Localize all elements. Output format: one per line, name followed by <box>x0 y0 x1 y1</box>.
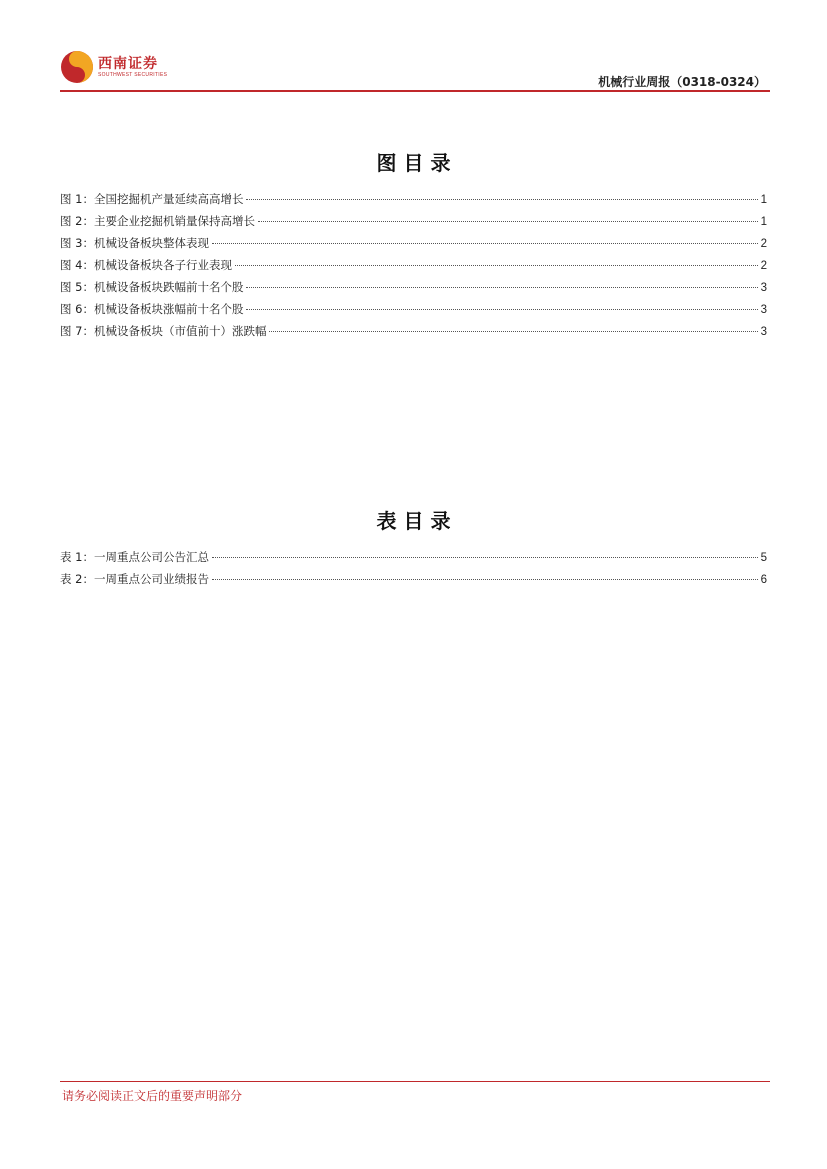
toc-entry-label: 图 1：全国挖掘机产量延续高高增长 <box>60 192 244 206</box>
company-logo <box>60 50 167 84</box>
logo-cn-text: 西南证券 <box>98 55 158 72</box>
toc-entry-table-1[interactable] <box>60 549 767 571</box>
toc-entry-figure-7[interactable] <box>60 323 767 345</box>
logo-mark-icon <box>60 50 94 84</box>
toc-entry-figure-1[interactable] <box>60 191 767 213</box>
toc-leader-dots <box>246 198 757 200</box>
logo-en-text: SOUTHWEST SECURITIES <box>98 71 168 78</box>
toc-leader-dots <box>212 556 758 558</box>
toc-entry-label: 图 7：机械设备板块（市值前十）涨跌幅 <box>60 324 267 338</box>
toc-leader-dots <box>246 286 757 288</box>
header-divider <box>60 90 770 92</box>
toc-entry-figure-2[interactable] <box>60 213 767 235</box>
page-header <box>60 44 770 92</box>
toc-entry-page: 3 <box>760 326 767 338</box>
toc-entry-label: 图 4：机械设备板块各子行业表现 <box>60 258 232 272</box>
toc-leader-dots <box>269 330 757 332</box>
figures-toc-list <box>60 191 767 345</box>
toc-entry-page: 2 <box>760 260 767 272</box>
toc-entry-figure-3[interactable] <box>60 235 767 257</box>
toc-entry-figure-5[interactable] <box>60 279 767 301</box>
toc-entry-label: 表 2：一周重点公司业绩报告 <box>60 572 209 586</box>
toc-entry-page: 3 <box>760 282 767 294</box>
report-title: 机械行业周报（0318-0324） <box>598 75 766 89</box>
toc-leader-dots <box>258 220 758 222</box>
toc-entry-page: 1 <box>760 216 767 228</box>
toc-entry-label: 图 2：主要企业挖掘机销量保持高增长 <box>60 214 255 228</box>
toc-entry-label: 表 1：一周重点公司公告汇总 <box>60 550 209 564</box>
figures-toc-title: 图 目 录 <box>376 151 451 175</box>
footer-divider <box>60 1081 770 1082</box>
footer-disclaimer: 请务必阅读正文后的重要声明部分 <box>62 1089 243 1103</box>
toc-entry-label: 图 3：机械设备板块整体表现 <box>60 236 209 250</box>
toc-entry-figure-4[interactable] <box>60 257 767 279</box>
toc-entry-label: 图 5：机械设备板块跌幅前十名个股 <box>60 280 244 294</box>
toc-entry-page: 3 <box>760 304 767 316</box>
tables-toc-title: 表 目 录 <box>376 509 451 533</box>
toc-entry-page: 2 <box>760 238 767 250</box>
toc-leader-dots <box>235 264 758 266</box>
toc-leader-dots <box>212 578 758 580</box>
toc-leader-dots <box>246 308 757 310</box>
toc-entry-page: 1 <box>760 194 767 206</box>
toc-entry-page: 5 <box>760 552 767 564</box>
toc-entry-table-2[interactable] <box>60 571 767 593</box>
toc-leader-dots <box>212 242 758 244</box>
toc-entry-figure-6[interactable] <box>60 301 767 323</box>
tables-toc-list <box>60 549 767 593</box>
toc-entry-label: 图 6：机械设备板块涨幅前十名个股 <box>60 302 244 316</box>
toc-entry-page: 6 <box>760 574 767 586</box>
